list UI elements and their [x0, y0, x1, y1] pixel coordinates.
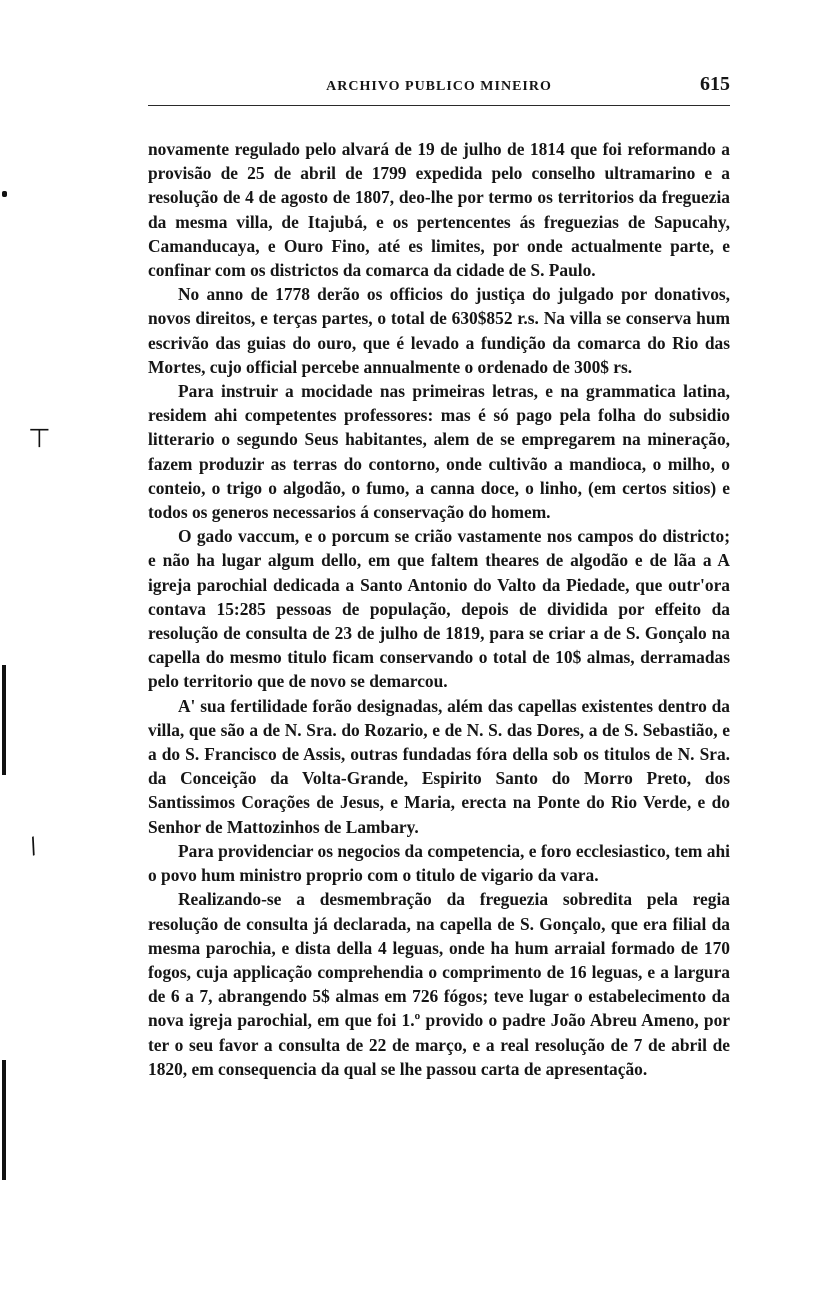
paragraph: A' sua fertilidade forão designadas, além das capellas existentes dentro da villa, que são a de N. Sra. do Rozario, e de N. S. das Dores, a de S. Sebastião, e a do S. Francisco de Assis, outras fundadas fóra della sob os titulos de N. Sra. da Conceição da Volta-Grande, Espirito Santo do Morro Preto, dos Santissimos Corações de Jesus, e Maria, erecta na Ponte do Rio Verde, e do Senhor de Mattozinhos de Lambary.: [148, 695, 730, 837]
margin-bar-lower: [2, 1060, 6, 1180]
margin-slash-mark: /: [25, 833, 42, 860]
header-rule: [148, 105, 730, 106]
paragraph: No anno de 1778 derão os officios do justiça do julgado por donativos, novos direitos, e terças partes, o total de 630$852 r.s. Na villa se conserva hum escrivão das guias do ouro, que é levado a fundição da comarca do Rio das Mortes, cujo official percebe annualmente o ordenado de 300$ rs.: [148, 284, 730, 377]
page-header: [148, 70, 730, 100]
paragraph: novamente regulado pelo alvará de 19 de julho de 1814 que foi reformando a provisão de 25 de abril de 1799 expedida pelo conselho ultramarino e a resolução de 4 de agosto de 1807, deo-lhe por termo os territorios da freguezia da mesma villa, de Itajubá, e os pertencentes ás freguezias de Sapucahy, Camanducaya, e Ouro Fino, até es limites, por onde actualmente parte, e confinar com os districtos da comarca da cidade de S. Paulo.: [148, 139, 730, 281]
margin-tick-mark: ⊤: [28, 424, 51, 454]
paragraph: Para instruir a mocidade nas primeiras letras, e na grammatica latina, residem ahi competentes professores: mas é só pago pela folha do subsidio litterario o segundo Seus habitantes, alem de se empregarem na mineração, fazem produzir as terras do contorno, onde cultivão a mandioca, o milho, o conteio, o trigo o algodão, o fumo, a canna doce, o linho, (em certos sitios) e todos os generos necessarios á conservação do homem.: [148, 381, 730, 523]
running-title: ARCHIVO PUBLICO MINEIRO: [326, 79, 552, 94]
body-text: [148, 137, 730, 1081]
page-number: 615: [700, 73, 730, 95]
paragraph: O gado vaccum, e o porcum se crião vastamente nos campos do districto; e não ha lugar algum dello, em que faltem theares de algodão e de lãa a A igreja parochial dedicada a Santo Antonio do Valto da Piedade, que outr'ora contava 15:285 pessoas de população, depois de dividida por effeito da resolução de consulta de 23 de julho de 1819, para se criar a de S. Gonçalo na capella do mesmo titulo ficam conservando o total de 10$ almas, derramadas pelo territorio que de novo se demarcou.: [148, 526, 730, 692]
paragraph: Realizando-se a desmembração da freguezia sobredita pela regia resolução de consulta já declarada, na capella de S. Gonçalo, que era filial da mesma parochia, e dista della 4 leguas, onde ha hum arraial formado de 170 fogos, cuja applicação comprehendia o comprimento de 16 leguas, e a largura de 6 a 7, abrangendo 5$ almas em 726 fógos; teve lugar o estabelecimento da nova igreja parochial, em que foi 1.º provido o padre João Abreu Ameno, por ter o seu favor a consulta de 22 de março, e a real resolução de 7 de abril de 1820, em consequencia da qual se lhe passou carta de apresentação.: [148, 889, 730, 1079]
margin-dot: [2, 191, 7, 197]
margin-bar-upper: [2, 665, 6, 775]
paragraph: Para providenciar os negocios da competencia, e foro ecclesiastico, tem ahi o povo hum ministro proprio com o titulo de vigario da vara.: [148, 840, 730, 886]
